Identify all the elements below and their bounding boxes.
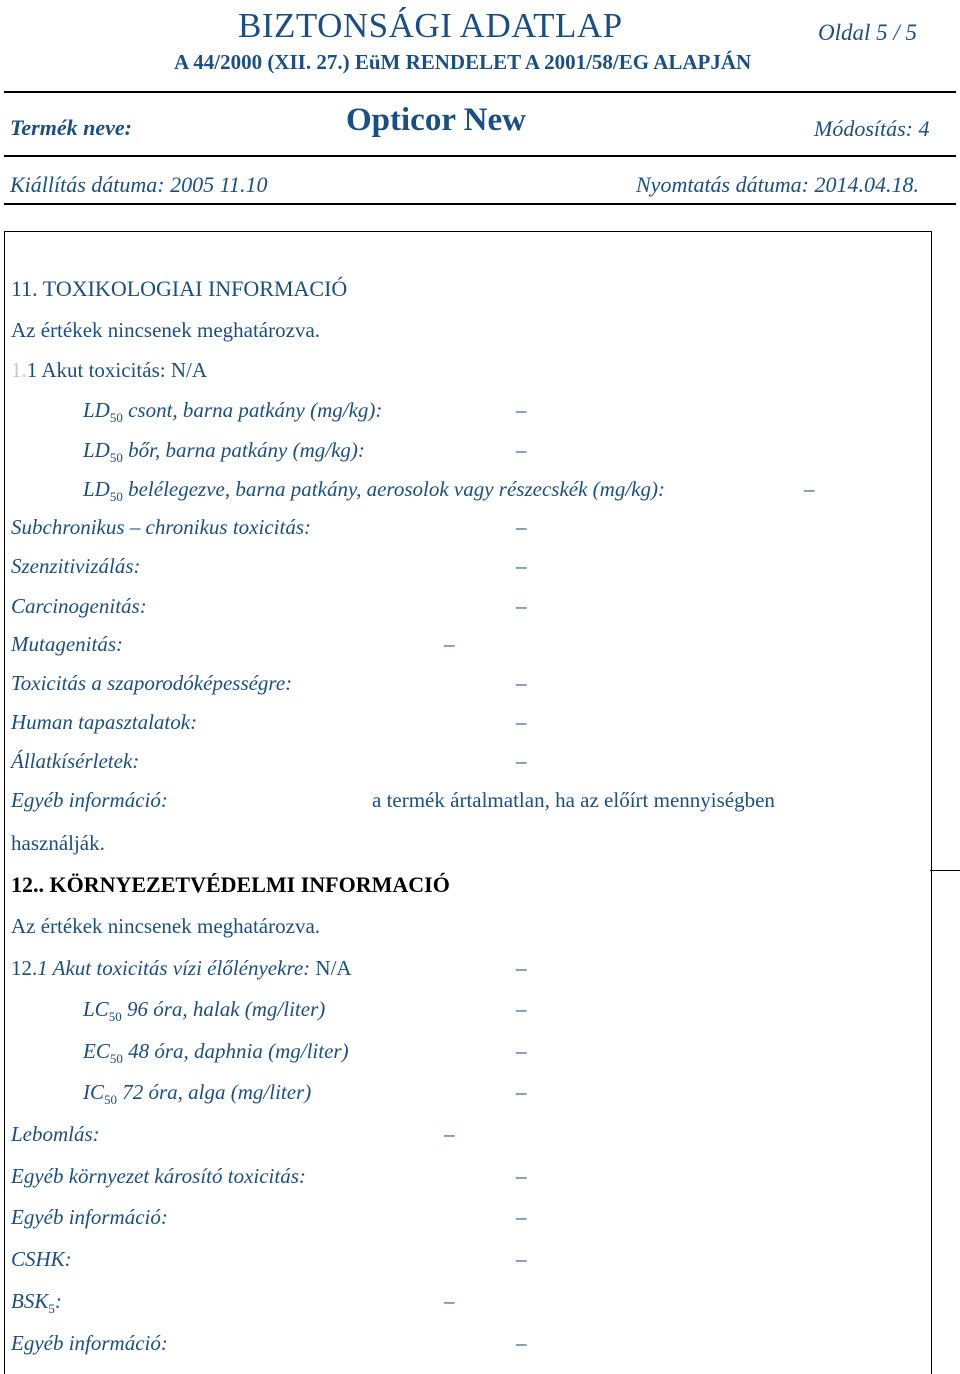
ld50-inhalation-label: $LD_{50}$ belélegezve, barna patkány, aerosolok vagy részecskék (mg/kg): (83, 477, 665, 505)
section-11-note: Az értékek nincsenek meghatározva. (11, 318, 321, 342)
other-information-continued: használják. (11, 831, 105, 855)
mutagenicity-label: Mutagenitás: (11, 632, 123, 656)
aquatic-toxicity-value: – (516, 956, 527, 980)
sensitization-label: Szenzitivizálás: (11, 554, 141, 578)
human-experience-label: Human tapasztalatok: (11, 710, 198, 734)
ld50-dermal-value: – (516, 438, 527, 462)
other-environmental-toxicity-value: – (516, 1164, 527, 1188)
other-information-value: a termék ártalmatlan, ha az előírt mennyiségben (372, 788, 775, 812)
other-info-env-label: Egyéb információ: (11, 1205, 168, 1229)
document-title: BIZTONSÁGI ADATLAP (238, 6, 623, 45)
degradation-label: Lebomlás: (11, 1122, 100, 1146)
other-info-env-value: – (516, 1205, 527, 1229)
bsk5-value: – (444, 1289, 455, 1313)
section-11-heading: 11. TOXIKOLOGIAI INFORMACIÓ (11, 276, 348, 301)
page-number: Oldal 5 / 5 (818, 20, 918, 45)
human-experience-value: – (516, 710, 527, 734)
animal-tests-label: Állatkísérletek: (11, 749, 140, 773)
section-12-heading: 12.. KÖRNYEZETVÉDELMI INFORMACIÓ (11, 872, 450, 897)
header-divider-middle (4, 155, 956, 157)
lc50-fish-value: – (516, 997, 527, 1021)
print-date: Nyomtatás dátuma: 2014.04.18. (636, 172, 919, 197)
sensitization-value: – (516, 554, 527, 578)
revision-number: Módosítás: 4 (814, 116, 930, 141)
carcinogenicity-label: Carcinogenitás: (11, 594, 147, 618)
animal-tests-value: – (516, 749, 527, 773)
mutagenicity-value: – (444, 632, 455, 656)
aquatic-toxicity-label: 12.1 Akut toxicitás vízi élőlényekre: N/A (11, 956, 352, 980)
acute-toxicity-label: 1.1 Akut toxicitás: N/A (11, 358, 207, 382)
reproductive-toxicity-value: – (516, 671, 527, 695)
subchronic-toxicity-value: – (516, 515, 527, 539)
carcinogenicity-value: – (516, 594, 527, 618)
ld50-dermal-label: $LD_{50}$ bőr, barna patkány (mg/kg): (83, 438, 365, 466)
ld50-oral-label: $LD_{50}$ csont, barna patkány (mg/kg): (83, 398, 383, 426)
degradation-value: – (444, 1122, 455, 1146)
ld50-oral-value: – (516, 398, 527, 422)
issue-date: Kiállítás dátuma: 2005 11.10 (10, 172, 268, 197)
cshk-value: – (516, 1247, 527, 1271)
other-info-final-label: Egyéb információ: (11, 1331, 168, 1355)
bsk5-label: $BSK_5$: (11, 1289, 62, 1317)
ic50-algae-value: – (516, 1080, 527, 1104)
ec50-daphnia-value: – (516, 1039, 527, 1063)
ld50-inhalation-value: – (804, 477, 815, 501)
regulation-subtitle: A 44/2000 (XII. 27.) EüM RENDELET A 2001/58/EG ALAPJÁN (174, 50, 752, 74)
header-divider-top (4, 91, 956, 93)
other-environmental-toxicity-label: Egyéb környezet károsító toxicitás: (11, 1164, 306, 1188)
product-name: Opticor New (346, 102, 526, 138)
reproductive-toxicity-label: Toxicitás a szaporodóképességre: (11, 671, 293, 695)
other-information-label: Egyéb információ: (11, 788, 168, 812)
subchronic-toxicity-label: Subchronikus – chronikus toxicitás: (11, 515, 311, 539)
product-name-label: Termék neve: (10, 115, 132, 140)
section-12-note: Az értékek nincsenek meghatározva. (11, 914, 321, 938)
header-divider-bottom (4, 203, 956, 205)
ec50-daphnia-label: $EC_{50}$ 48 óra, daphnia (mg/liter) (83, 1039, 349, 1067)
cshk-label: CSHK: (11, 1247, 72, 1271)
section-separator (930, 870, 960, 871)
lc50-fish-label: $LC_{50}$ 96 óra, halak (mg/liter) (83, 997, 326, 1025)
other-info-final-value: – (516, 1331, 527, 1355)
ic50-algae-label: $IC_{50}$ 72 óra, alga (mg/liter) (83, 1080, 312, 1108)
